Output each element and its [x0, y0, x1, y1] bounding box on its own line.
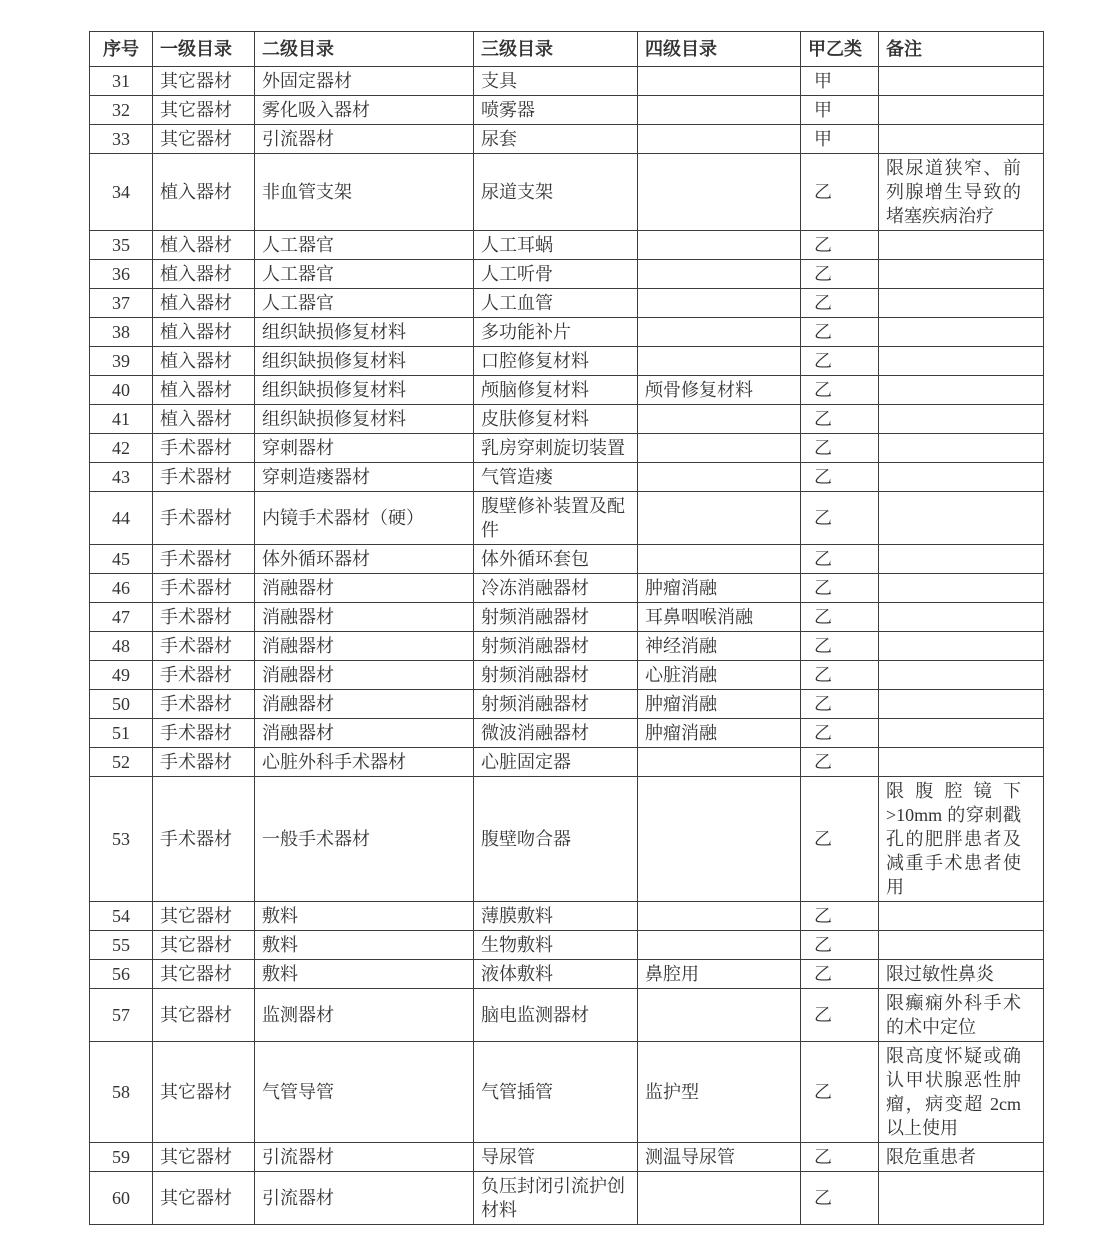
cell-level1-catalog: 手术器材: [153, 777, 255, 902]
table-row: [90, 661, 1044, 690]
cell-level3-catalog: 尿道支架: [474, 154, 638, 231]
cell-level3-catalog: 气管造瘘: [474, 463, 638, 492]
cell-serial: 59: [90, 1143, 153, 1172]
table-body: [90, 67, 1044, 1225]
cell-level2-catalog: 内镜手术器材（硬）: [255, 492, 474, 545]
cell-class-ab: 乙: [801, 318, 879, 347]
cell-level1-catalog: 手术器材: [153, 690, 255, 719]
cell-level3-catalog: 腹壁吻合器: [474, 777, 638, 902]
cell-level1-catalog: 植入器材: [153, 318, 255, 347]
cell-class-ab: 乙: [801, 376, 879, 405]
cell-level3-catalog: 负压封闭引流护创材料: [474, 1172, 638, 1225]
cell-serial: 36: [90, 260, 153, 289]
table-row: [90, 463, 1044, 492]
cell-remark: [879, 603, 1044, 632]
cell-level2-catalog: 消融器材: [255, 719, 474, 748]
cell-level2-catalog: 消融器材: [255, 690, 474, 719]
cell-class-ab: 乙: [801, 545, 879, 574]
cell-class-ab: 乙: [801, 154, 879, 231]
table-row: [90, 67, 1044, 96]
column-header-level4: 四级目录: [638, 32, 801, 67]
cell-level4-catalog: [638, 125, 801, 154]
cell-serial: 50: [90, 690, 153, 719]
cell-level4-catalog: [638, 931, 801, 960]
table-row: [90, 154, 1044, 231]
cell-level1-catalog: 植入器材: [153, 376, 255, 405]
cell-level3-catalog: 乳房穿刺旋切装置: [474, 434, 638, 463]
cell-level3-catalog: 支具: [474, 67, 638, 96]
cell-level3-catalog: 口腔修复材料: [474, 347, 638, 376]
cell-remark: [879, 574, 1044, 603]
cell-level4-catalog: [638, 1172, 801, 1225]
cell-class-ab: 乙: [801, 1143, 879, 1172]
cell-class-ab: 乙: [801, 574, 879, 603]
column-header-serial: 序号: [90, 32, 153, 67]
cell-class-ab: 乙: [801, 289, 879, 318]
table-row: [90, 960, 1044, 989]
cell-level3-catalog: 导尿管: [474, 1143, 638, 1172]
cell-level2-catalog: 消融器材: [255, 661, 474, 690]
cell-serial: 46: [90, 574, 153, 603]
table-row: [90, 376, 1044, 405]
header-row: [90, 32, 1044, 67]
cell-remark: [879, 125, 1044, 154]
cell-level2-catalog: 组织缺损修复材料: [255, 376, 474, 405]
cell-serial: 55: [90, 931, 153, 960]
cell-level4-catalog: [638, 154, 801, 231]
cell-serial: 38: [90, 318, 153, 347]
cell-level2-catalog: 人工器官: [255, 289, 474, 318]
cell-serial: 52: [90, 748, 153, 777]
table-row: [90, 1172, 1044, 1225]
cell-level1-catalog: 植入器材: [153, 405, 255, 434]
cell-level3-catalog: 体外循环套包: [474, 545, 638, 574]
cell-remark: [879, 690, 1044, 719]
cell-level3-catalog: 射频消融器材: [474, 690, 638, 719]
cell-level4-catalog: 鼻腔用: [638, 960, 801, 989]
cell-remark: [879, 748, 1044, 777]
table-row: [90, 574, 1044, 603]
cell-level1-catalog: 其它器材: [153, 960, 255, 989]
cell-level4-catalog: [638, 318, 801, 347]
cell-class-ab: 乙: [801, 463, 879, 492]
cell-class-ab: 乙: [801, 1172, 879, 1225]
cell-serial: 44: [90, 492, 153, 545]
cell-class-ab: 乙: [801, 603, 879, 632]
cell-remark: 限危重患者: [879, 1143, 1044, 1172]
cell-serial: 58: [90, 1042, 153, 1143]
cell-class-ab: 乙: [801, 1042, 879, 1143]
cell-serial: 32: [90, 96, 153, 125]
table-row: [90, 690, 1044, 719]
cell-level1-catalog: 其它器材: [153, 902, 255, 931]
cell-level4-catalog: [638, 96, 801, 125]
cell-level4-catalog: 测温导尿管: [638, 1143, 801, 1172]
cell-level3-catalog: 射频消融器材: [474, 603, 638, 632]
cell-serial: 60: [90, 1172, 153, 1225]
cell-class-ab: 乙: [801, 405, 879, 434]
cell-serial: 31: [90, 67, 153, 96]
table-row: [90, 1042, 1044, 1143]
column-header-level2: 二级目录: [255, 32, 474, 67]
cell-level1-catalog: 手术器材: [153, 492, 255, 545]
cell-level2-catalog: 一般手术器材: [255, 777, 474, 902]
column-header-level3: 三级目录: [474, 32, 638, 67]
cell-remark: 限癫痫外科手术的术中定位: [879, 989, 1044, 1042]
cell-level1-catalog: 手术器材: [153, 434, 255, 463]
cell-serial: 34: [90, 154, 153, 231]
cell-level1-catalog: 手术器材: [153, 545, 255, 574]
cell-level3-catalog: 心脏固定器: [474, 748, 638, 777]
cell-level2-catalog: 人工器官: [255, 260, 474, 289]
cell-serial: 37: [90, 289, 153, 318]
cell-level2-catalog: 穿刺器材: [255, 434, 474, 463]
cell-level2-catalog: 敷料: [255, 931, 474, 960]
cell-level2-catalog: 引流器材: [255, 1172, 474, 1225]
cell-level1-catalog: 手术器材: [153, 719, 255, 748]
column-header-remark: 备注: [879, 32, 1044, 67]
table-row: [90, 96, 1044, 125]
cell-level2-catalog: 非血管支架: [255, 154, 474, 231]
cell-level3-catalog: 颅脑修复材料: [474, 376, 638, 405]
cell-serial: 40: [90, 376, 153, 405]
cell-level3-catalog: 人工听骨: [474, 260, 638, 289]
cell-level2-catalog: 气管导管: [255, 1042, 474, 1143]
cell-level1-catalog: 手术器材: [153, 661, 255, 690]
cell-level4-catalog: 耳鼻咽喉消融: [638, 603, 801, 632]
cell-level4-catalog: [638, 434, 801, 463]
cell-level4-catalog: 肿瘤消融: [638, 574, 801, 603]
cell-remark: [879, 434, 1044, 463]
cell-level2-catalog: 组织缺损修复材料: [255, 318, 474, 347]
cell-serial: 42: [90, 434, 153, 463]
cell-level1-catalog: 手术器材: [153, 603, 255, 632]
cell-class-ab: 乙: [801, 719, 879, 748]
cell-level4-catalog: [638, 989, 801, 1042]
table-row: [90, 347, 1044, 376]
cell-level2-catalog: 敷料: [255, 960, 474, 989]
cell-level4-catalog: 心脏消融: [638, 661, 801, 690]
cell-class-ab: 乙: [801, 434, 879, 463]
cell-serial: 57: [90, 989, 153, 1042]
cell-class-ab: 乙: [801, 931, 879, 960]
cell-serial: 51: [90, 719, 153, 748]
cell-serial: 47: [90, 603, 153, 632]
cell-level1-catalog: 植入器材: [153, 289, 255, 318]
cell-level4-catalog: [638, 902, 801, 931]
cell-level4-catalog: 神经消融: [638, 632, 801, 661]
cell-remark: [879, 67, 1044, 96]
cell-class-ab: 乙: [801, 347, 879, 376]
catalog-table: [89, 31, 1044, 1225]
cell-level3-catalog: 生物敷料: [474, 931, 638, 960]
cell-remark: [879, 492, 1044, 545]
cell-level1-catalog: 植入器材: [153, 260, 255, 289]
table-row: [90, 260, 1044, 289]
table-row: [90, 719, 1044, 748]
cell-serial: 39: [90, 347, 153, 376]
table-row: [90, 989, 1044, 1042]
cell-level1-catalog: 植入器材: [153, 347, 255, 376]
cell-level2-catalog: 引流器材: [255, 125, 474, 154]
cell-class-ab: 甲: [801, 125, 879, 154]
cell-level4-catalog: 肿瘤消融: [638, 690, 801, 719]
cell-remark: [879, 661, 1044, 690]
cell-class-ab: 乙: [801, 690, 879, 719]
cell-level2-catalog: 监测器材: [255, 989, 474, 1042]
table-row: [90, 1143, 1044, 1172]
cell-serial: 48: [90, 632, 153, 661]
cell-level2-catalog: 外固定器材: [255, 67, 474, 96]
cell-level1-catalog: 其它器材: [153, 989, 255, 1042]
cell-level4-catalog: [638, 545, 801, 574]
cell-class-ab: 乙: [801, 260, 879, 289]
table-row: [90, 777, 1044, 902]
cell-level4-catalog: [638, 492, 801, 545]
cell-level4-catalog: [638, 231, 801, 260]
cell-remark: 限腹腔镜下>10mm 的穿刺戳孔的肥胖患者及减重手术患者使用: [879, 777, 1044, 902]
cell-level3-catalog: 皮肤修复材料: [474, 405, 638, 434]
cell-level1-catalog: 其它器材: [153, 67, 255, 96]
cell-level1-catalog: 其它器材: [153, 1042, 255, 1143]
cell-remark: [879, 260, 1044, 289]
cell-level4-catalog: 颅骨修复材料: [638, 376, 801, 405]
table-row: [90, 603, 1044, 632]
cell-serial: 54: [90, 902, 153, 931]
cell-class-ab: 乙: [801, 492, 879, 545]
table-row: [90, 492, 1044, 545]
cell-level4-catalog: [638, 777, 801, 902]
cell-level4-catalog: 监护型: [638, 1042, 801, 1143]
cell-class-ab: 甲: [801, 96, 879, 125]
cell-remark: 限过敏性鼻炎: [879, 960, 1044, 989]
cell-remark: [879, 545, 1044, 574]
cell-level2-catalog: 雾化吸入器材: [255, 96, 474, 125]
cell-level1-catalog: 植入器材: [153, 231, 255, 260]
cell-level4-catalog: [638, 748, 801, 777]
table-row: [90, 434, 1044, 463]
cell-level2-catalog: 组织缺损修复材料: [255, 405, 474, 434]
cell-class-ab: 乙: [801, 661, 879, 690]
cell-class-ab: 乙: [801, 777, 879, 902]
cell-level2-catalog: 消融器材: [255, 574, 474, 603]
cell-serial: 56: [90, 960, 153, 989]
cell-level1-catalog: 手术器材: [153, 748, 255, 777]
cell-remark: [879, 719, 1044, 748]
cell-remark: [879, 632, 1044, 661]
cell-level2-catalog: 体外循环器材: [255, 545, 474, 574]
cell-level3-catalog: 人工耳蜗: [474, 231, 638, 260]
cell-level4-catalog: [638, 405, 801, 434]
cell-level2-catalog: 人工器官: [255, 231, 474, 260]
cell-class-ab: 乙: [801, 632, 879, 661]
cell-remark: [879, 318, 1044, 347]
cell-remark: [879, 376, 1044, 405]
cell-level1-catalog: 手术器材: [153, 574, 255, 603]
cell-class-ab: 乙: [801, 231, 879, 260]
cell-level1-catalog: 植入器材: [153, 154, 255, 231]
table-row: [90, 289, 1044, 318]
cell-level4-catalog: 肿瘤消融: [638, 719, 801, 748]
cell-level2-catalog: 组织缺损修复材料: [255, 347, 474, 376]
column-header-level1: 一级目录: [153, 32, 255, 67]
cell-level3-catalog: 喷雾器: [474, 96, 638, 125]
cell-remark: [879, 231, 1044, 260]
cell-level3-catalog: 多功能补片: [474, 318, 638, 347]
cell-level1-catalog: 手术器材: [153, 632, 255, 661]
cell-level3-catalog: 液体敷料: [474, 960, 638, 989]
cell-class-ab: 甲: [801, 67, 879, 96]
table-row: [90, 632, 1044, 661]
table-row: [90, 318, 1044, 347]
column-header-class: 甲乙类: [801, 32, 879, 67]
cell-level2-catalog: 消融器材: [255, 632, 474, 661]
cell-level1-catalog: 手术器材: [153, 463, 255, 492]
cell-level2-catalog: 心脏外科手术器材: [255, 748, 474, 777]
cell-level4-catalog: [638, 67, 801, 96]
table-row: [90, 231, 1044, 260]
cell-level1-catalog: 其它器材: [153, 96, 255, 125]
cell-remark: [879, 289, 1044, 318]
table-row: [90, 931, 1044, 960]
cell-class-ab: 乙: [801, 989, 879, 1042]
cell-level3-catalog: 人工血管: [474, 289, 638, 318]
table-row: [90, 125, 1044, 154]
cell-level1-catalog: 其它器材: [153, 125, 255, 154]
table-row: [90, 545, 1044, 574]
cell-serial: 45: [90, 545, 153, 574]
cell-remark: [879, 347, 1044, 376]
cell-class-ab: 乙: [801, 902, 879, 931]
cell-remark: 限尿道狭窄、前列腺增生导致的堵塞疾病治疗: [879, 154, 1044, 231]
cell-serial: 49: [90, 661, 153, 690]
cell-level2-catalog: 敷料: [255, 902, 474, 931]
cell-remark: [879, 405, 1044, 434]
cell-class-ab: 乙: [801, 748, 879, 777]
cell-level3-catalog: 射频消融器材: [474, 632, 638, 661]
cell-serial: 41: [90, 405, 153, 434]
table-row: [90, 405, 1044, 434]
table-row: [90, 748, 1044, 777]
cell-serial: 53: [90, 777, 153, 902]
cell-level3-catalog: 薄膜敷料: [474, 902, 638, 931]
cell-level1-catalog: 其它器材: [153, 1143, 255, 1172]
cell-level3-catalog: 微波消融器材: [474, 719, 638, 748]
cell-remark: [879, 931, 1044, 960]
cell-remark: [879, 902, 1044, 931]
cell-level2-catalog: 穿刺造瘘器材: [255, 463, 474, 492]
cell-serial: 43: [90, 463, 153, 492]
cell-level2-catalog: 消融器材: [255, 603, 474, 632]
cell-level4-catalog: [638, 463, 801, 492]
cell-remark: 限高度怀疑或确认甲状腺恶性肿瘤，病变超 2cm 以上使用: [879, 1042, 1044, 1143]
cell-level4-catalog: [638, 289, 801, 318]
cell-level3-catalog: 气管插管: [474, 1042, 638, 1143]
cell-level1-catalog: 其它器材: [153, 931, 255, 960]
cell-level3-catalog: 脑电监测器材: [474, 989, 638, 1042]
cell-level3-catalog: 尿套: [474, 125, 638, 154]
cell-level4-catalog: [638, 260, 801, 289]
cell-level3-catalog: 射频消融器材: [474, 661, 638, 690]
cell-level3-catalog: 冷冻消融器材: [474, 574, 638, 603]
cell-level1-catalog: 其它器材: [153, 1172, 255, 1225]
cell-remark: [879, 463, 1044, 492]
cell-remark: [879, 1172, 1044, 1225]
cell-class-ab: 乙: [801, 960, 879, 989]
cell-level2-catalog: 引流器材: [255, 1143, 474, 1172]
cell-level4-catalog: [638, 347, 801, 376]
table-row: [90, 902, 1044, 931]
cell-serial: 33: [90, 125, 153, 154]
cell-level3-catalog: 腹壁修补装置及配件: [474, 492, 638, 545]
cell-serial: 35: [90, 231, 153, 260]
cell-remark: [879, 96, 1044, 125]
